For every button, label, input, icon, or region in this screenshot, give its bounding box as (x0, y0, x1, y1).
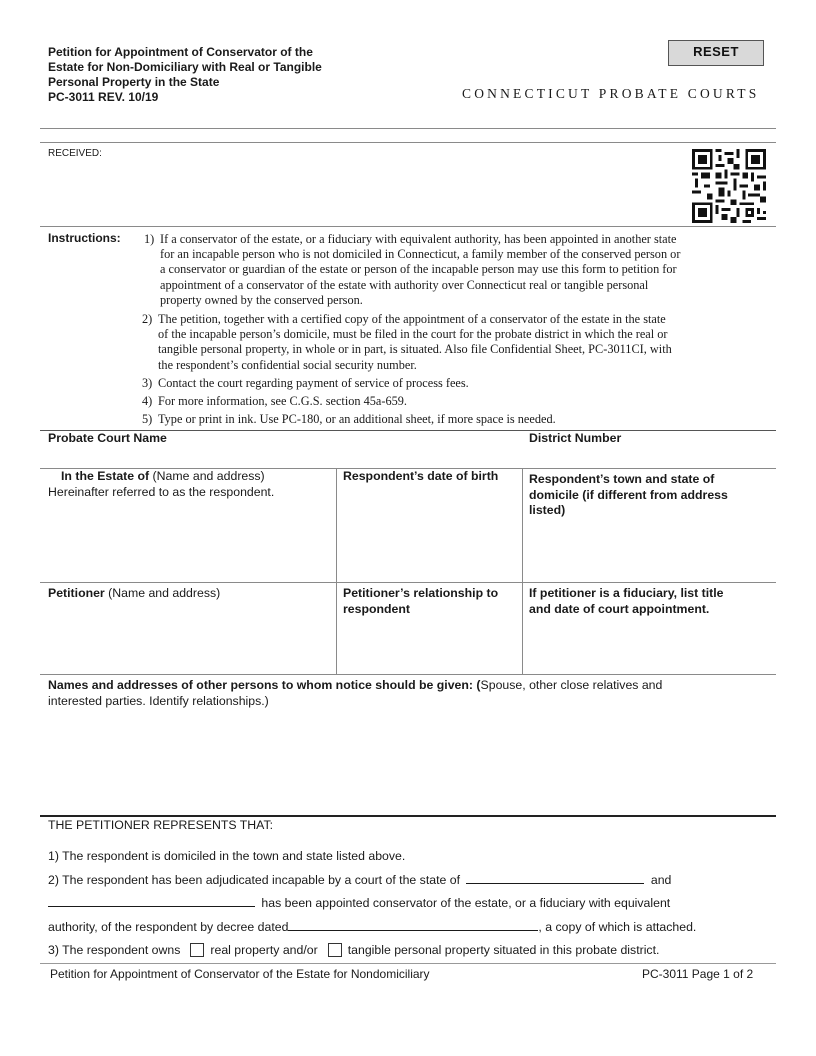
form-number: PC-3011 REV. 10/19 (48, 90, 159, 104)
title-line: Estate for Non-Domiciliary with Real or Tangible (48, 60, 322, 74)
statement-text: 3) The respondent owns (48, 943, 181, 957)
page-number: PC-3011 Page 1 of 2 (642, 967, 754, 981)
district-number-field[interactable] (523, 447, 776, 468)
fiduciary-label (529, 586, 774, 617)
instruction-line: property owned by the conserved person. (160, 292, 363, 307)
estate-of-label (48, 469, 334, 500)
instruction-line: Contact the court regarding payment of service of process fees. (158, 376, 469, 390)
instruction-line: for an incapable person who is not domiciled in Connecticut, a family member of the conserved person or (160, 247, 681, 262)
petitioner-relationship-line: Petitioner’s relationship to (343, 586, 499, 600)
petitioner-label (48, 586, 220, 602)
divider (40, 226, 776, 227)
fiduciary-line: If petitioner is a fiduciary, list title (529, 586, 724, 600)
statement-2-line-1 (48, 873, 671, 887)
statement-2-line-3 (48, 920, 696, 934)
instruction-line: Type or print in ink. Use PC-180, or an additional sheet, if more space is needed. (158, 412, 556, 426)
instruction-number: 4) (142, 394, 153, 408)
real-property-checkbox[interactable] (190, 943, 204, 957)
statement-text: and (650, 873, 672, 887)
instruction-line: the respondent’s confidential social security number. (158, 357, 417, 372)
statement-text: 2) The respondent has been adjudicated incapable by a court of the state of (48, 873, 461, 887)
tangible-property-checkbox[interactable] (328, 943, 342, 957)
respondent-dob-field[interactable] (337, 487, 521, 582)
instruction-item (142, 312, 776, 374)
petitioner-relationship-label (343, 586, 521, 617)
divider (40, 815, 776, 817)
represents-heading: THE PETITIONER REPRESENTS THAT: (48, 818, 274, 832)
instruction-line: of the incapable person’s domicile, must be filed in the court for the probate district in which the real or (158, 327, 668, 342)
probate-court-name-field[interactable] (40, 447, 522, 468)
estate-of-label-rest: (Name and address) (149, 469, 265, 483)
notice-label-bold: Names and addresses of other persons to whom notice should be given: ( (48, 678, 481, 692)
qr-code-icon (692, 149, 766, 223)
instruction-line: The petition, together with a certified copy of the appointment of a conservator of the estate in the state (158, 312, 666, 326)
respondent-dob-label: Respondent’s date of birth (343, 469, 499, 483)
instruction-line: If a conservator of the estate, or a fiduciary with equivalent authority, has been appointed in another state (160, 232, 677, 246)
divider (40, 674, 776, 675)
instruction-item (142, 394, 776, 410)
statement-2-line-2 (48, 896, 670, 910)
title-line: Personal Property in the State (48, 75, 220, 89)
instruction-number: 2) (142, 312, 153, 326)
fiduciary-field[interactable] (523, 620, 776, 673)
divider (40, 128, 776, 129)
statement-text: tangible personal property situated in this probate district. (347, 943, 660, 957)
instruction-item (144, 232, 776, 310)
instruction-line: For more information, see C.G.S. section 45a-659. (158, 394, 407, 408)
notice-label-line2: interested parties. Identify relationships.) (48, 693, 269, 708)
petitioner-label-rest: (Name and address) (104, 586, 221, 600)
respondent-town-line: Respondent’s town and state of (529, 472, 715, 486)
respondent-town-line: listed) (529, 503, 566, 517)
divider (40, 582, 776, 583)
statement-3 (48, 943, 659, 957)
statement-text: authority, of the respondent by decree dated (48, 920, 289, 934)
instruction-number: 3) (142, 376, 153, 390)
instruction-number: 5) (142, 412, 153, 426)
instruction-number: 1) (144, 232, 155, 246)
instruction-item (142, 376, 776, 392)
divider (40, 142, 776, 143)
footer-title: Petition for Appointment of Conservator of the Estate for Nondomiciliary (50, 967, 430, 981)
probate-court-name-label: Probate Court Name (48, 431, 167, 445)
respondent-town-line: domicile (if different from address (529, 487, 728, 502)
notice-persons-field[interactable] (41, 712, 775, 814)
petitioner-label-bold: Petitioner (48, 586, 105, 600)
instruction-line: a conservator or guardian of the estate or person of the incapable person may use this form to petition for (160, 262, 677, 277)
instruction-line: appointment of a conservator of the estate with authority over Connecticut real or tangible personal (160, 277, 649, 292)
title-line: Petition for Appointment of Conservator of the (48, 45, 313, 59)
statement-1: 1) The respondent is domiciled in the town and state listed above. (48, 849, 406, 863)
statement-text: has been appointed conservator of the estate, or a fiduciary with equivalent (261, 896, 671, 910)
estate-of-label-line2: Hereinafter referred to as the respondent. (48, 484, 275, 499)
statement-text: real property and/or (210, 943, 318, 957)
notice-label (48, 678, 774, 709)
form-title (48, 45, 378, 105)
respondent-town-field[interactable] (523, 520, 776, 582)
adjudicating-state-field[interactable] (466, 873, 644, 884)
notice-label-rest: Spouse, other close relatives and (480, 678, 663, 692)
statement-text: , a copy of which is attached. (538, 920, 697, 934)
petitioner-field[interactable] (41, 604, 335, 673)
respondent-town-label (529, 472, 774, 519)
fiduciary-line: and date of court appointment. (529, 601, 710, 616)
decree-date-field[interactable] (288, 920, 538, 931)
estate-of-label-bold: In the Estate of (61, 469, 150, 483)
received-label: RECEIVED: (48, 148, 102, 159)
reset-button[interactable]: RESET (668, 40, 764, 66)
petitioner-relationship-field[interactable] (337, 620, 521, 673)
petitioner-relationship-line: respondent (343, 601, 410, 616)
court-name: CONNECTICUT PROBATE COURTS (462, 86, 760, 101)
instructions-label: Instructions: (48, 231, 121, 245)
district-number-label: District Number (529, 431, 622, 445)
conservator-name-field[interactable] (48, 896, 255, 907)
instruction-item (142, 412, 776, 428)
estate-of-field[interactable] (41, 502, 335, 582)
instruction-line: tangible personal property, in whole or in part, is situated. Also file Confidential Sheet, PC-3011CI, with (158, 342, 672, 357)
divider (40, 963, 776, 964)
